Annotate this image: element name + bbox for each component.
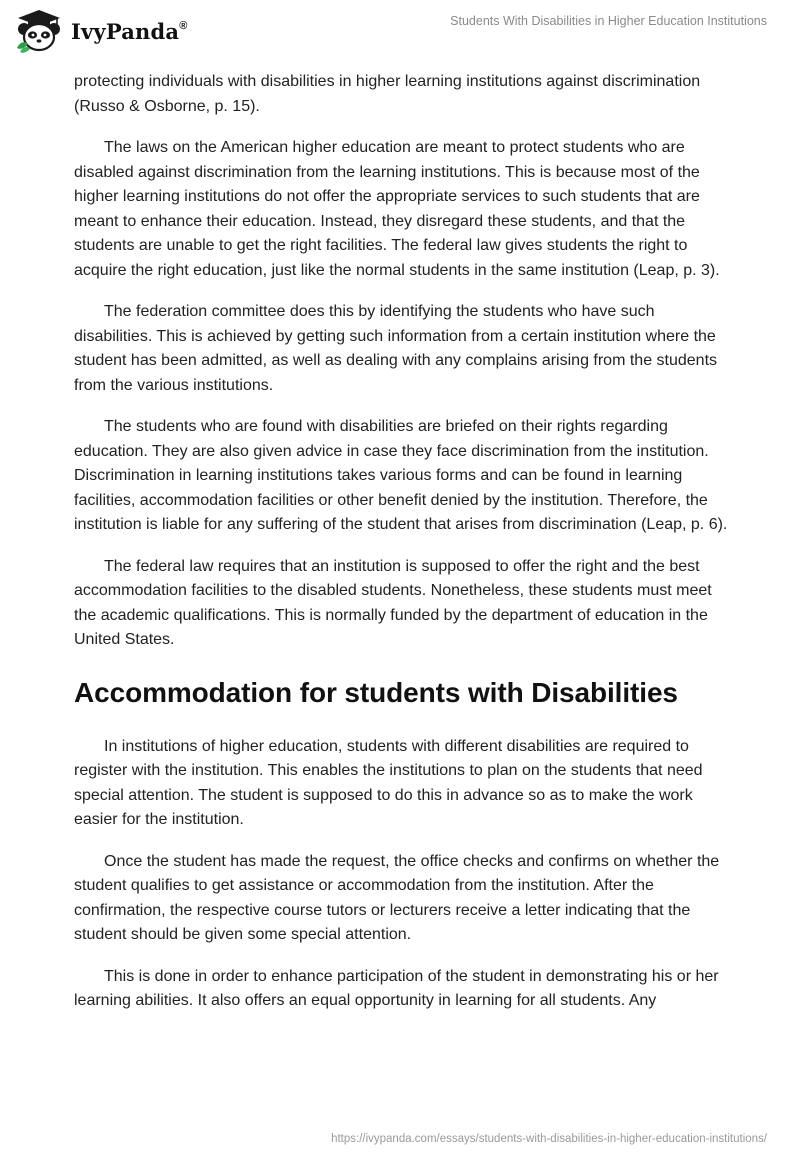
panda-graduate-icon: [14, 8, 64, 54]
brand-logo[interactable]: [14, 8, 188, 54]
source-url[interactable]: https://ivypanda.com/essays/students-with-disabilities-in-higher-education-institutions/: [331, 1133, 767, 1145]
paragraph: The laws on the American higher education are meant to protect students who are disabled against discrimination from the learning institutions. This is because most of the higher learning institutions do not offer the appropriate services to such students that are meant to enhance their education. Instead, they disregard these students, and that the students are unable to get the right facilities. The federal law gives students the right to acquire the right education, just like the normal students in the same institution (Leap, p. 3).: [74, 139, 720, 279]
page-header: [0, 0, 800, 62]
paragraph: The federation committee does this by identifying the students who have such disabilities. This is achieved by getting such information from a certain institution where the student has been admitted, as well as dealing with any complains arising from the students from the various institutions.: [74, 303, 718, 394]
paragraph: This is done in order to enhance participation of the student in demonstrating his or her learning abilities. It also offers an equal opportunity in learning for all students. Any: [74, 967, 719, 1009]
section-heading: Accommodation for students with Disabilities: [74, 676, 678, 708]
essay-body: [74, 70, 734, 1031]
paragraph-continued: protecting individuals with disabilities in higher learning institutions against discrimination (Russo & Osborne, p. 15).: [74, 73, 701, 115]
paragraph: The students who are found with disabilities are briefed on their rights regarding education. They are also given advice in case they face discrimination from the institution. Discrimination in learning institutions takes various forms and can be found in learning facilities, accommodation facilities or other benefit denied by the institution. Therefore, the institution is liable for any suffering of the student that arises from discrimination (Leap, p. 6).: [74, 418, 728, 533]
document-title: Students With Disabilities in Higher Education Institutions: [450, 14, 767, 28]
paragraph: In institutions of higher education, students with different disabilities are required to register with the institution. This enables the institutions to plan on the students that need special attention. The student is supposed to do this in advance so as to make the work easier for the institution.: [74, 737, 703, 828]
brand-name: IvyPanda®: [71, 18, 188, 44]
paragraph: Once the student has made the request, the office checks and confirms on whether the student qualifies to get assistance or accommodation from the institution. After the confirmation, the respective course tutors or lecturers receive a letter indicating that the student should be given some special attention.: [74, 852, 720, 943]
paragraph: The federal law requires that an institution is supposed to offer the right and the best accommodation facilities to the disabled students. Nonetheless, these students must meet the academic qualifications. This is normally funded by the department of education in the United States.: [74, 557, 712, 648]
